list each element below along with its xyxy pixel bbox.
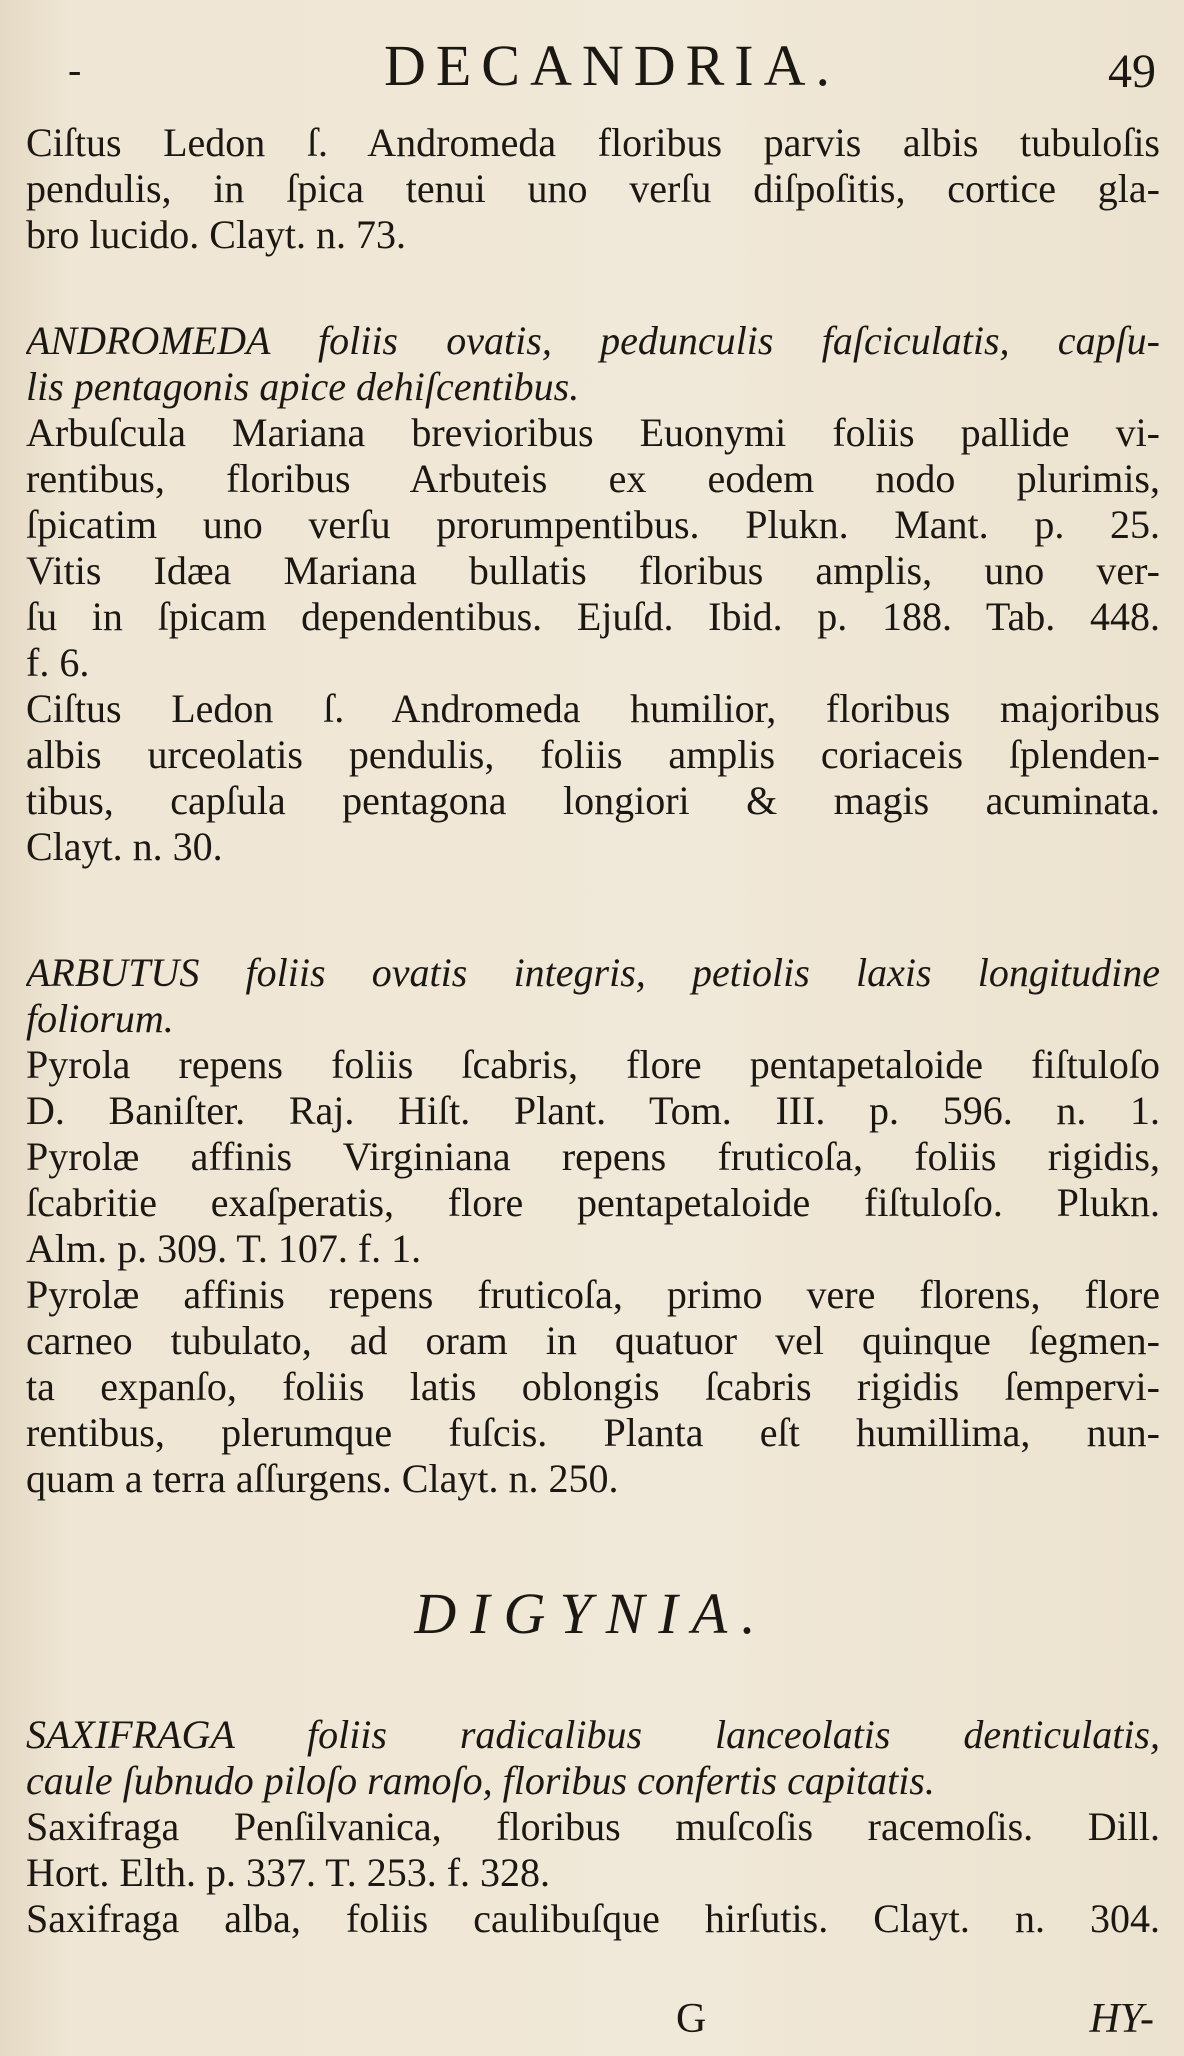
text-line: Alm. p. 309. T. 107. f. 1. [26,1226,422,1271]
text-line: tibus, capſula pentagona longiori & magis acuminata. [26,778,1160,823]
entry-saxifraga [26,1712,1160,1942]
text-line: pendulis, in ſpica tenui uno verſu diſpoſitis, cortice gla- [26,166,1160,211]
text-line: albis urceolatis pendulis, foliis amplis coriaceis ſplenden- [26,732,1160,777]
text-line: Saxifraga Penſilvanica, floribus muſcoſis racemoſis. Dill. [26,1804,1160,1849]
page-header [0,22,1184,102]
text-line: ANDROMEDA foliis ovatis, pedunculis faſciculatis, capſu- [26,318,1160,363]
text-line: rentibus, floribus Arbuteis ex eodem nodo plurimis, [26,456,1160,501]
entry-cistus-ledon [26,120,1160,258]
page-footer [0,1995,1184,2045]
text-line: ta expanſo, foliis latis oblongis ſcabris rigidis ſempervi- [26,1364,1160,1409]
text-line: D. Baniſter. Raj. Hiſt. Plant. Tom. III. p. 596. n. 1. [26,1088,1160,1133]
text-line: ARBUTUS foliis ovatis integris, petiolis laxis longitudine [26,950,1160,995]
text-line: caule ſubnudo piloſo ramoſo, floribus confertis capitatis. [26,1758,935,1803]
entry-andromeda [26,318,1160,870]
text-line: Ciſtus Ledon ſ. Andromeda floribus parvis albis tubuloſis [26,120,1160,165]
text-line: Ciſtus Ledon ſ. Andromeda humilior, floribus majoribus [26,686,1160,731]
text-line: SAXIFRAGA foliis radicalibus lanceolatis denticulatis, [26,1712,1160,1757]
text-line: ſpicatim uno verſu prorumpentibus. Plukn. Mant. p. 25. [26,502,1160,547]
text-line: lis pentagonis apice dehiſcentibus. [26,364,580,409]
running-title: DECANDRIA. [383,33,841,98]
text-line: f. 6. [26,640,90,685]
text-line: Vitis Idæa Mariana bullatis floribus amplis, uno ver- [26,548,1160,593]
signature-mark: G [676,1996,707,2042]
text-line: Pyrolæ affinis repens fruticoſa, primo vere florens, flore [26,1272,1160,1317]
page-number: 49 [1108,45,1156,98]
text-line: ſu in ſpicam dependentibus. Ejuſd. Ibid. p. 188. Tab. 448. [26,594,1160,639]
entry-arbutus [26,950,1160,1502]
text-line: quam a terra aſſurgens. Clayt. n. 250. [26,1456,619,1501]
catchword: HY- [1089,1996,1154,2042]
section-heading: DIGYNIA. [414,1581,770,1646]
text-line: Arbuſcula Mariana brevioribus Euonymi foliis pallide vi- [26,410,1160,455]
header-dash: - [68,47,82,92]
text-line: Hort. Elth. p. 337. T. 253. f. 328. [26,1850,551,1895]
text-line: Clayt. n. 30. [26,824,223,869]
text-line: Pyrolæ affinis Virginiana repens fruticoſa, foliis rigidis, [26,1134,1160,1179]
text-line: bro lucido. Clayt. n. 73. [26,212,406,257]
text-line: Saxifraga alba, foliis caulibuſque hirſutis. Clayt. n. 304. [26,1896,1160,1941]
text-line: Pyrola repens foliis ſcabris, flore pentapetaloide fiſtuloſo [26,1042,1160,1087]
text-line: rentibus, plerumque fuſcis. Planta eſt humillima, nun- [26,1410,1160,1455]
text-line: foliorum. [26,996,174,1041]
text-line: ſcabritie exaſperatis, flore pentapetaloide fiſtuloſo. Plukn. [26,1180,1160,1225]
text-line: carneo tubulato, ad oram in quatuor vel quinque ſegmen- [26,1318,1160,1363]
